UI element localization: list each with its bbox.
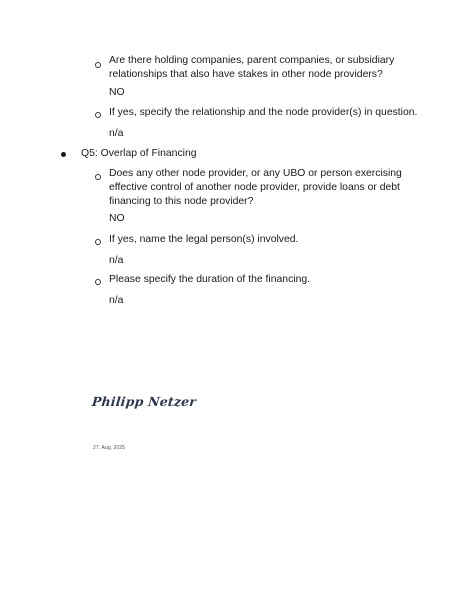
question-holding-line-1: Are there holding companies, parent companies, or subsidiary: [109, 55, 395, 66]
answer-relationship: n/a: [109, 128, 124, 139]
question-holding-line-2: relationships that also have stakes in other node providers?: [109, 69, 383, 80]
question-relationship: If yes, specify the relationship and the node provider(s) in question.: [109, 107, 418, 118]
hollow-bullet-icon: [95, 112, 101, 118]
hollow-bullet-icon: [95, 279, 101, 285]
filled-bullet-icon: [61, 152, 66, 157]
question-overlap-line-2: effective control of another node provider, provide loans or debt: [109, 182, 400, 193]
signature: Philipp Netzer: [91, 394, 197, 409]
question-overlap-line-1: Does any other node provider, or any UBO or person exercising: [109, 168, 402, 179]
signature-date: 27. Aug. 2025: [93, 445, 126, 451]
question-duration: Please specify the duration of the financing.: [109, 274, 311, 285]
question-overlap-line-3: financing to this node provider?: [109, 196, 254, 207]
section-heading-q5: Q5: Overlap of Financing: [81, 148, 197, 159]
answer-legal-persons: n/a: [109, 255, 124, 266]
hollow-bullet-icon: [95, 239, 101, 245]
answer-duration: n/a: [109, 295, 124, 306]
answer-overlap: NO: [109, 213, 125, 224]
hollow-bullet-icon: [95, 62, 101, 68]
hollow-bullet-icon: [95, 174, 101, 180]
answer-holding: NO: [109, 87, 125, 98]
question-legal-persons: If yes, name the legal person(s) involved.: [109, 234, 299, 245]
